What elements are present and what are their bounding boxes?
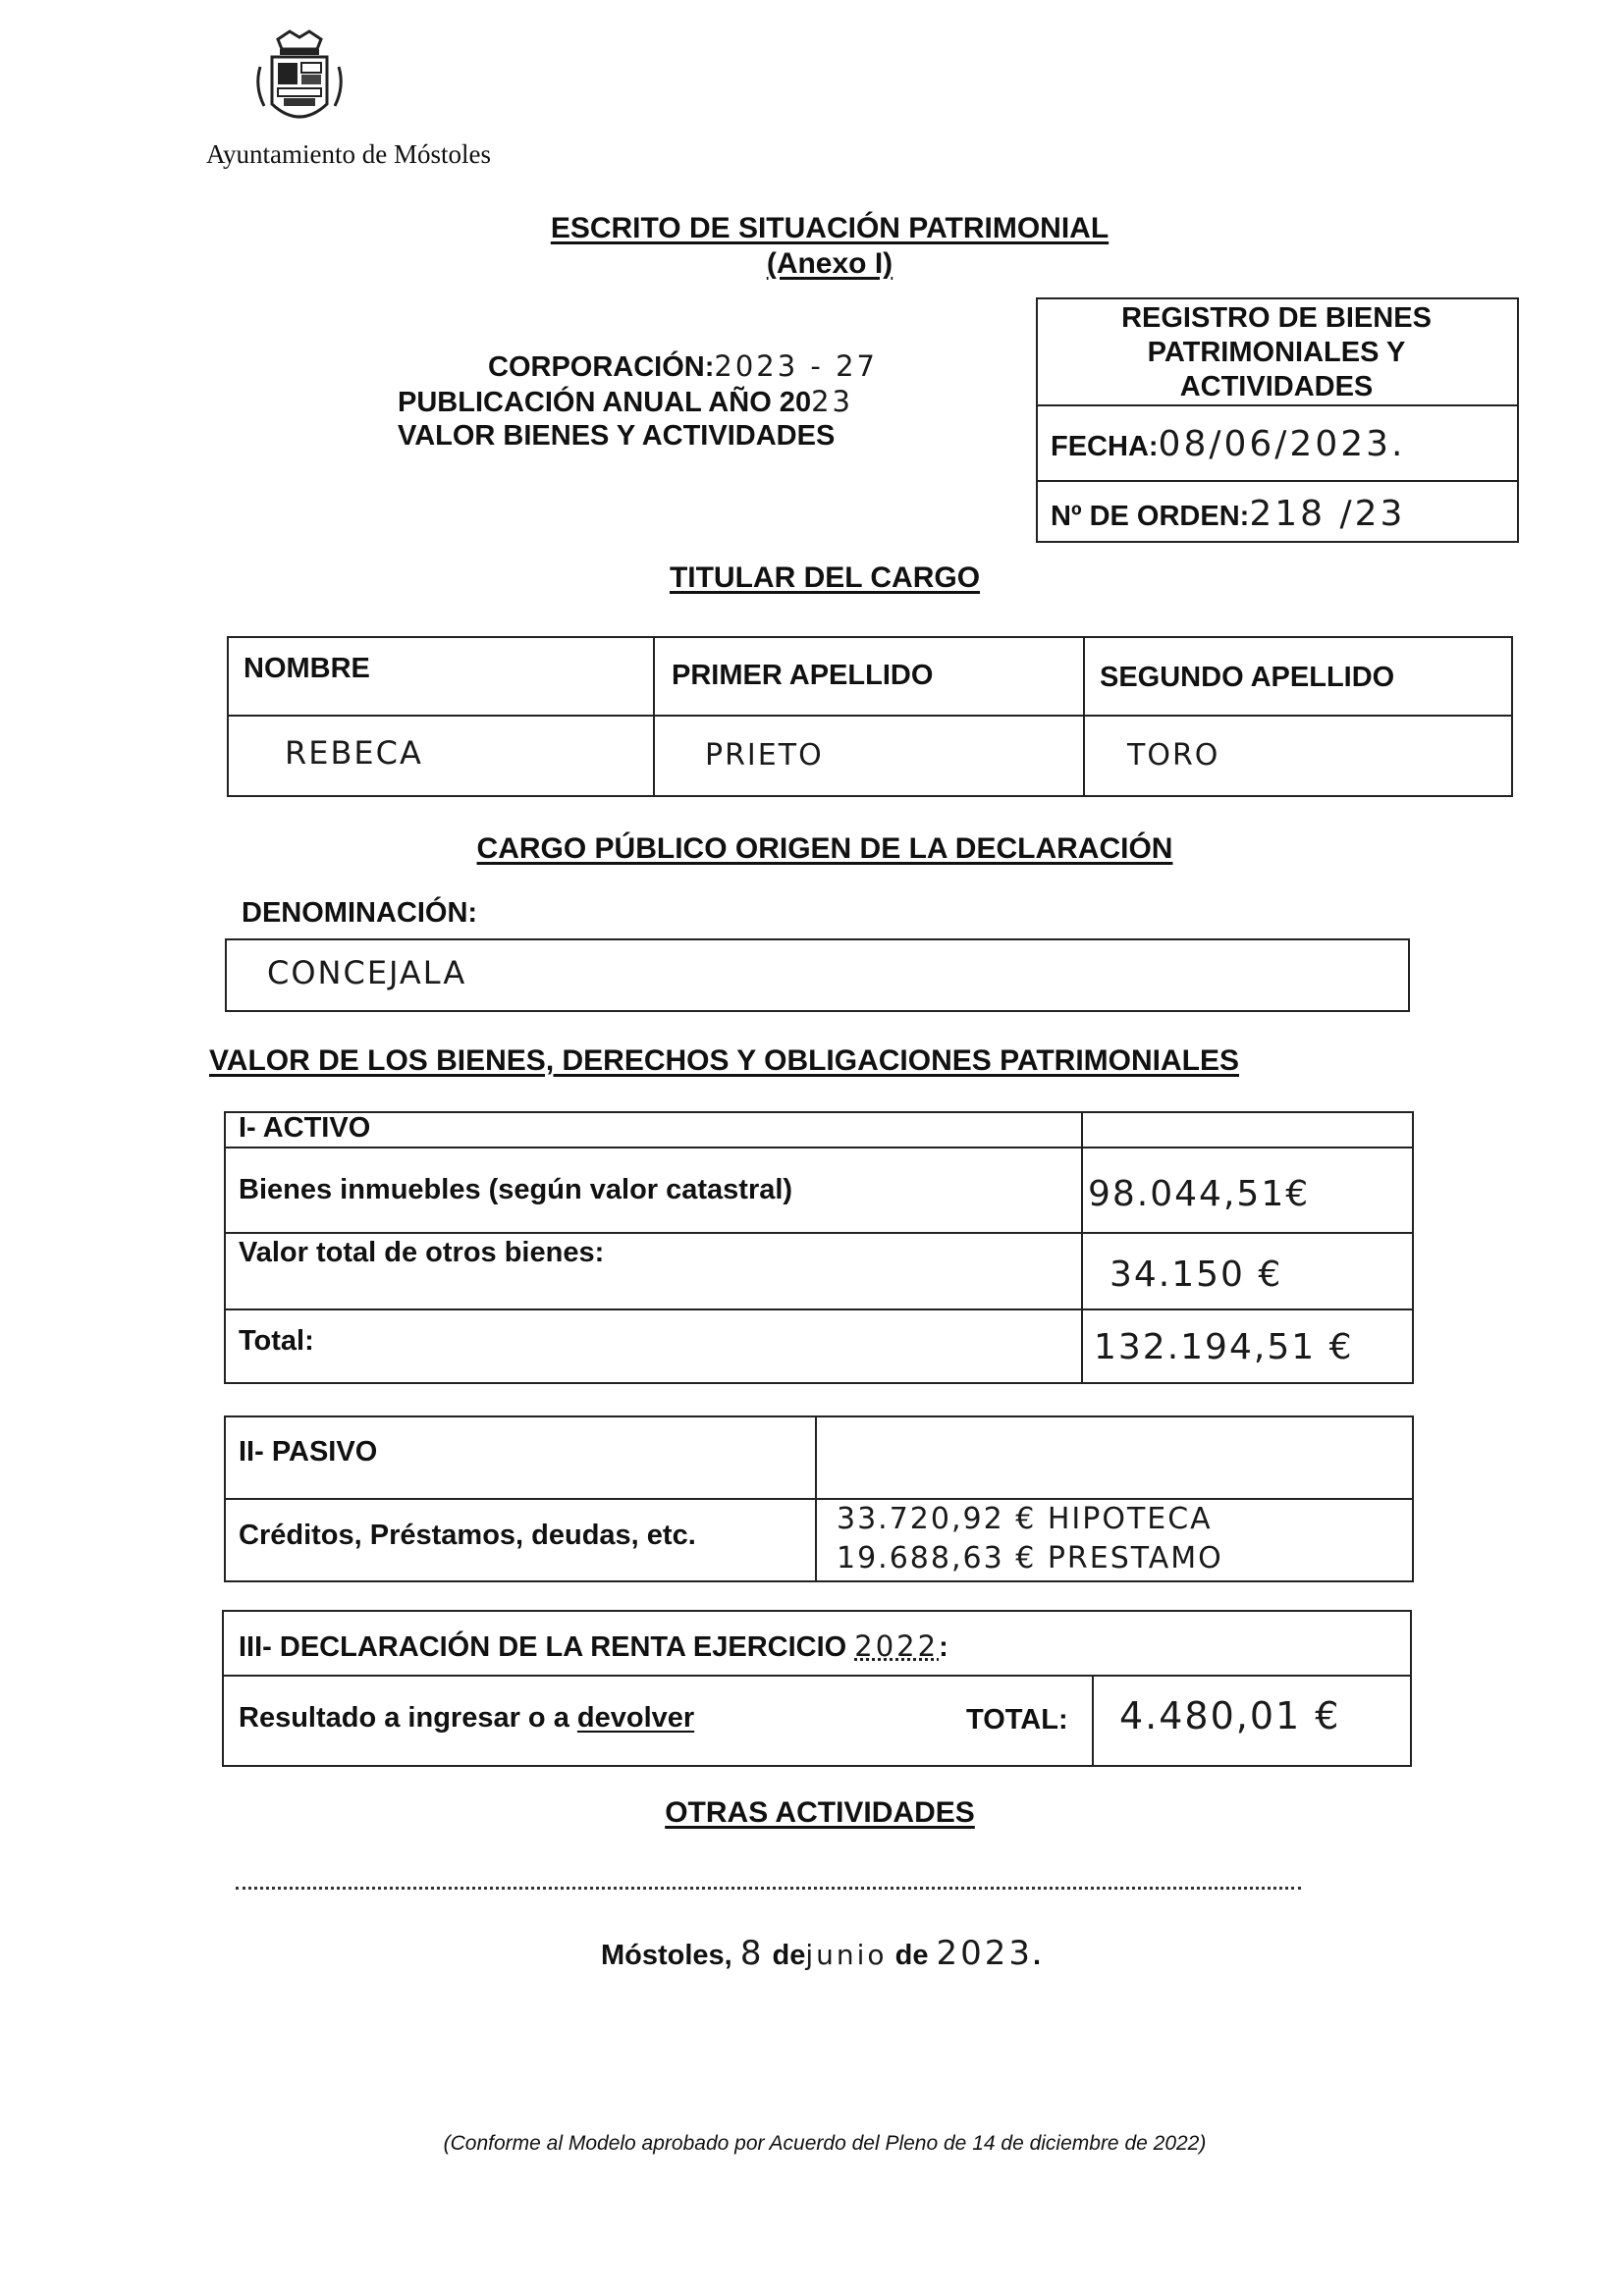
registry-divider xyxy=(1036,404,1519,406)
resultado-label: Resultado a ingresar o a xyxy=(239,1702,577,1734)
valor-bienes-label: VALOR BIENES Y ACTIVIDADES xyxy=(398,420,836,452)
footer-note: (Conforme al Modelo aprobado por Acuerdo del Pleno de 14 de diciembre de 2022) xyxy=(443,2132,1207,2155)
titular-heading: TITULAR DEL CARGO xyxy=(669,561,981,594)
signature-month: junio xyxy=(805,1939,888,1971)
signature-day: 8 xyxy=(739,1934,765,1973)
denominacion-value: CONCEJALA xyxy=(267,954,467,991)
registry-title: REGISTRO DE BIENES PATRIMONIALES Y ACTIVIDADES xyxy=(1121,302,1432,402)
col-header-primer-apellido: PRIMER APELLIDO xyxy=(672,660,934,691)
publication-year: 23 xyxy=(811,385,853,418)
renta-total-label: TOTAL: xyxy=(966,1704,1068,1735)
renta-total-value: 4.480,01 € xyxy=(1119,1694,1341,1737)
primer-apellido-value: PRIETO xyxy=(705,738,824,773)
orden-label: Nº DE ORDEN: xyxy=(1051,501,1250,532)
registry-fecha xyxy=(1051,424,1405,464)
signature-line xyxy=(601,1934,1041,1973)
fecha-value: 08/06/2023. xyxy=(1158,424,1406,464)
corporation-label: CORPORACIÓN: xyxy=(488,351,715,383)
publication-label: PUBLICACIÓN ANUAL AÑO 20 xyxy=(398,387,812,418)
inmuebles-value: 98.044,51€ xyxy=(1088,1174,1311,1214)
pasivo-row-divider xyxy=(224,1498,1414,1500)
dotted-line xyxy=(236,1887,1301,1890)
fecha-label: FECHA: xyxy=(1051,431,1159,462)
organization-name: Ayuntamiento de Móstoles xyxy=(206,139,491,169)
renta-col-divider xyxy=(1092,1675,1094,1767)
hipoteca-line: 33.720,92 € HIPOTECA xyxy=(837,1502,1213,1536)
signature-de: de xyxy=(894,1940,929,1971)
titular-table-row-divider xyxy=(227,715,1513,717)
col-header-segundo-apellido: SEGUNDO APELLIDO xyxy=(1100,662,1395,693)
activo-row-divider xyxy=(224,1232,1414,1234)
activo-row-divider xyxy=(224,1308,1414,1310)
registry-divider xyxy=(1036,480,1519,482)
renta-title-prefix: III- DECLARACIÓN DE LA RENTA EJERCICIO xyxy=(239,1631,855,1663)
total-label: Total: xyxy=(239,1325,314,1357)
creditos-label: Créditos, Préstamos, deudas, etc. xyxy=(239,1520,696,1551)
publication-line xyxy=(398,385,853,419)
activo-col-divider xyxy=(1081,1111,1083,1384)
otros-label: Valor total de otros bienes: xyxy=(239,1237,605,1268)
denominacion-label: DENOMINACIÓN: xyxy=(242,897,478,929)
otras-heading: OTRAS ACTIVIDADES xyxy=(665,1796,975,1829)
signature-city: Móstoles, xyxy=(601,1940,732,1971)
col-header-nombre: NOMBRE xyxy=(244,653,370,684)
orden-value: 218 /23 xyxy=(1249,494,1406,534)
signature-period: . xyxy=(1033,1940,1042,1971)
document-subtitle: (Anexo I) xyxy=(766,247,893,280)
renta-title-suffix: : xyxy=(939,1631,948,1663)
signature-year: 2023 xyxy=(936,1934,1034,1973)
otros-value: 34.150 € xyxy=(1110,1255,1283,1295)
signature-de: de xyxy=(772,1940,806,1971)
prestamo-line: 19.688,63 € PRESTAMO xyxy=(837,1541,1223,1575)
titular-table-col-divider xyxy=(653,636,655,797)
renta-year: 2022 xyxy=(854,1629,940,1663)
activo-row-divider xyxy=(224,1147,1414,1148)
pasivo-title: II- PASIVO xyxy=(239,1436,378,1468)
document-title: ESCRITO DE SITUACIÓN PATRIMONIAL xyxy=(550,212,1110,244)
registry-orden xyxy=(1051,494,1405,534)
renta-row-divider xyxy=(222,1675,1412,1677)
cargo-heading: CARGO PÚBLICO ORIGEN DE LA DECLARACIÓN xyxy=(476,832,1173,865)
resultado-devolver: devolver xyxy=(576,1702,695,1734)
activo-title: I- ACTIVO xyxy=(239,1112,371,1144)
corporation-value: 2023 - 27 xyxy=(714,349,878,383)
segundo-apellido-value: TORO xyxy=(1127,738,1220,773)
titular-table-col-divider xyxy=(1083,636,1085,797)
nombre-value: REBECA xyxy=(285,734,423,772)
coat-of-arms-logo xyxy=(250,27,349,133)
renta-title xyxy=(239,1629,948,1664)
total-value: 132.194,51 € xyxy=(1094,1327,1354,1367)
valor-heading: VALOR DE LOS BIENES, DERECHOS Y OBLIGACIONES PATRIMONIALES xyxy=(209,1044,1240,1077)
corporation-line xyxy=(488,349,878,384)
resultado-line xyxy=(239,1702,694,1735)
inmuebles-label: Bienes inmuebles (según valor catastral) xyxy=(239,1174,793,1205)
